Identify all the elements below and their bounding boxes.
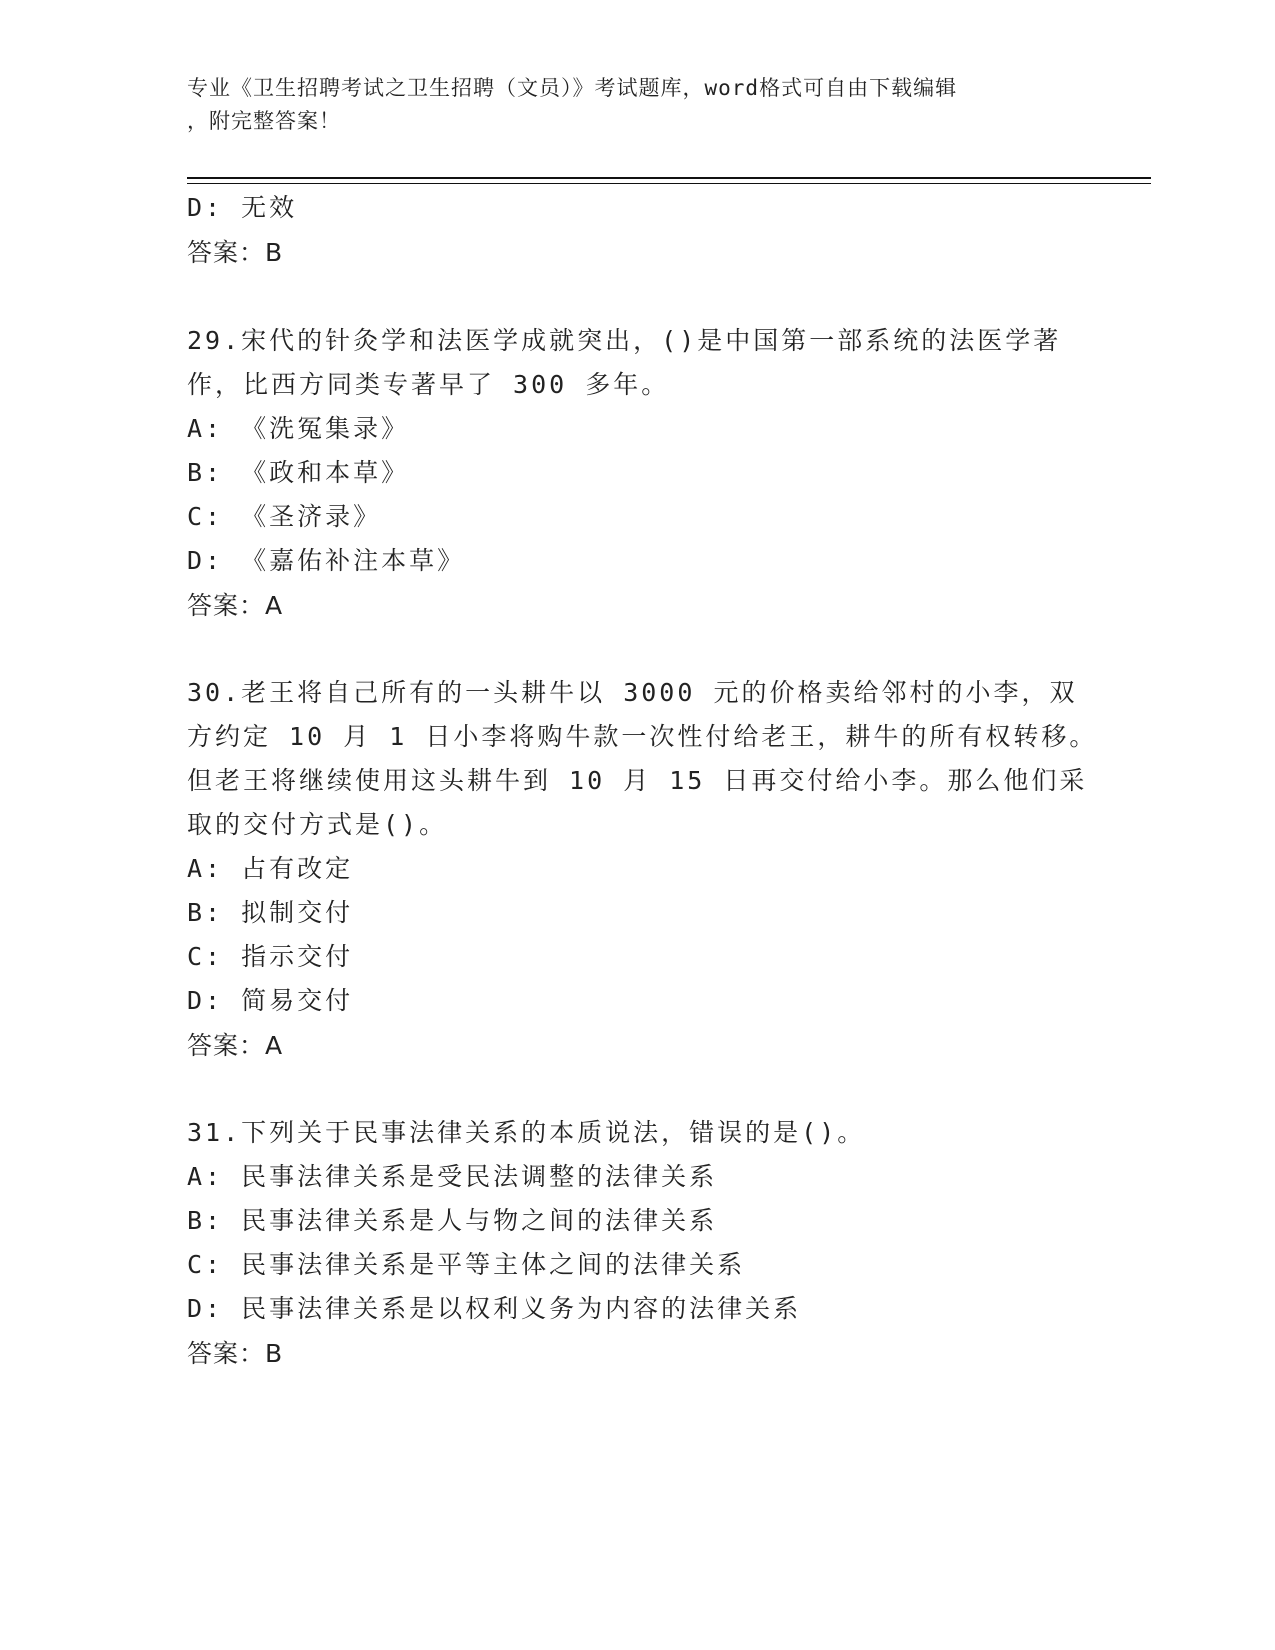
prev-option-d: D: 无效 [187,193,298,222]
q30-stem-line-3: 但老王将继续使用这头耕牛到 10 月 15 日再交付给小李。那么他们采 [187,766,1088,795]
q31-option-c: C: 民事法律关系是平等主体之间的法律关系 [187,1250,746,1279]
q29-option-d: D: 《嘉佑补注本草》 [187,546,466,575]
q30-answer: 答案：A [187,1031,284,1060]
prev-answer: 答案：B [187,238,284,267]
q31-option-a: A: 民事法律关系是受民法调整的法律关系 [187,1162,718,1191]
q30-stem-line-1: 30.老王将自己所有的一头耕牛以 3000 元的价格卖给邻村的小李，双 [187,678,1078,707]
q30-option-b: B: 拟制交付 [187,898,354,927]
header-rule-thick [187,177,1151,179]
q29-option-c: C: 《圣济录》 [187,502,382,531]
q30-option-a: A: 占有改定 [187,854,354,883]
q29-answer: 答案：A [187,591,284,620]
q29-stem-line-2: 作，比西方同类专著早了 300 多年。 [187,370,670,399]
q30-stem-line-2: 方约定 10 月 1 日小李将购牛款一次性付给老王，耕牛的所有权转移。 [187,722,1098,751]
q30-option-c: C: 指示交付 [187,942,354,971]
q29-option-a: A: 《洗冤集录》 [187,414,410,443]
q31-answer: 答案：B [187,1339,284,1368]
q30-option-d: D: 简易交付 [187,986,354,1015]
q29-stem-line-1: 29.宋代的针灸学和法医学成就突出，()是中国第一部系统的法医学著 [187,326,1062,355]
document-header [187,72,1067,138]
q29-option-b: B: 《政和本草》 [187,458,410,487]
header-line-2: ，附完整答案！ [187,109,341,133]
q31-option-b: B: 民事法律关系是人与物之间的法律关系 [187,1206,718,1235]
header-rule-thin [187,183,1151,184]
q31-option-d: D: 民事法律关系是以权利义务为内容的法律关系 [187,1294,802,1323]
header-line-1: 专业《卫生招聘考试之卫生招聘（文员）》考试题库，word格式可自由下载编辑 [187,76,958,100]
q31-stem-line-1: 31.下列关于民事法律关系的本质说法，错误的是()。 [187,1118,866,1147]
q30-stem-line-4: 取的交付方式是()。 [187,810,448,839]
